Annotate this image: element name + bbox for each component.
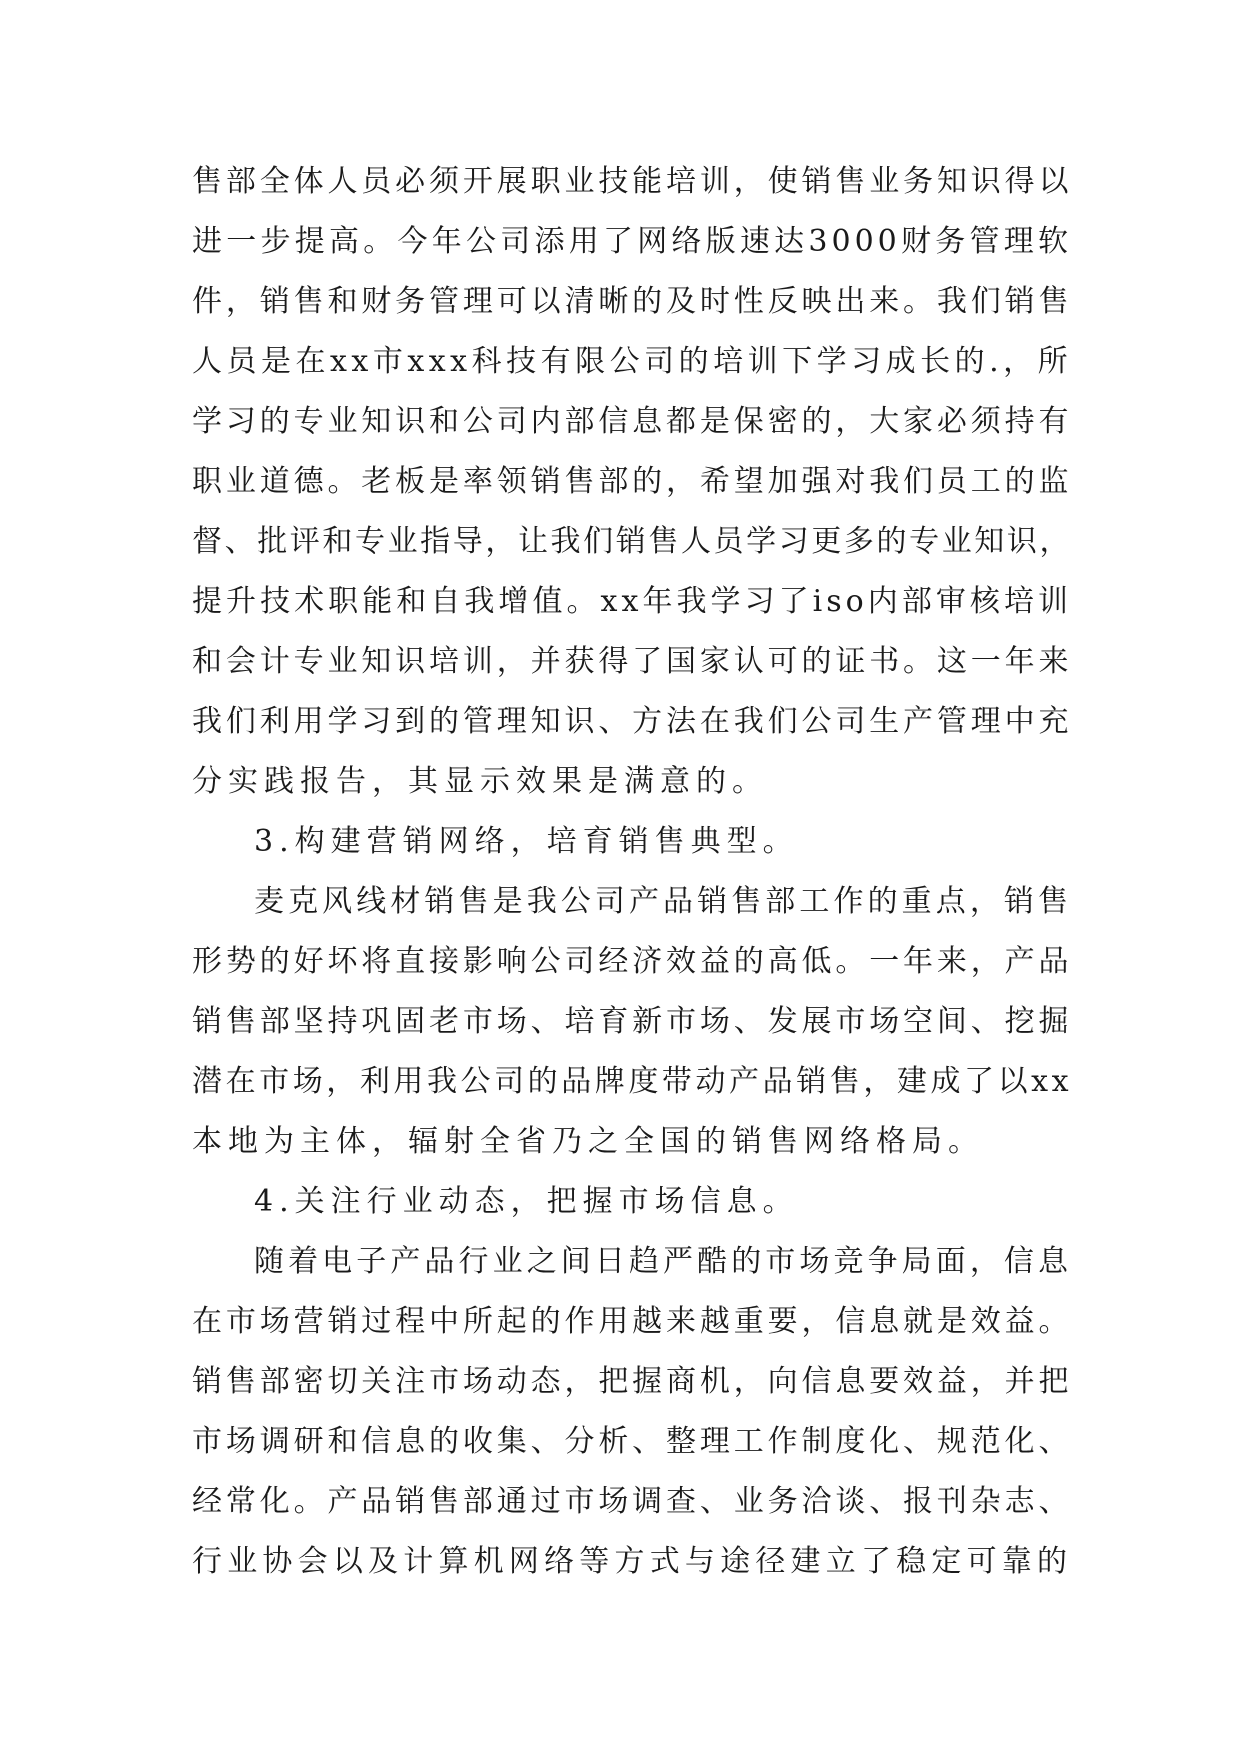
body-text <box>192 152 1072 1592</box>
text-line: 我们利用学习到的管理知识、方法在我们公司生产管理中充 <box>192 704 1072 739</box>
text-line: 本地为主体，辐射全省乃之全国的销售网络格局。 <box>192 1124 984 1159</box>
text-line: 经常化。产品销售部通过市场调查、业务洽谈、报刊杂志、 <box>192 1484 1072 1519</box>
text-line: 行业协会以及计算机网络等方式与途径建立了稳定可靠的 <box>192 1544 1072 1579</box>
text-line: 在市场营销过程中所起的作用越来越重要，信息就是效益。 <box>192 1304 1072 1339</box>
text-line: 售部全体人员必须开展职业技能培训，使销售业务知识得以 <box>192 164 1072 199</box>
text-line: 分实践报告，其显示效果是满意的。 <box>192 764 768 799</box>
text-line: 麦克风线材销售是我公司产品销售部工作的重点，销售 <box>254 884 1072 919</box>
text-line: 督、批评和专业指导，让我们销售人员学习更多的专业知识， <box>192 524 1072 559</box>
text-line: 4.关注行业动态，把握市场信息。 <box>254 1184 799 1219</box>
text-line: 形势的好坏将直接影响公司经济效益的高低。一年来，产品 <box>192 944 1072 979</box>
text-line: 市场调研和信息的收集、分析、整理工作制度化、规范化、 <box>192 1424 1072 1459</box>
text-line: 件，销售和财务管理可以清晰的及时性反映出来。我们销售 <box>192 284 1072 319</box>
text-line: 人员是在xx市xxx科技有限公司的培训下学习成长的.，所 <box>192 344 1072 379</box>
text-line: 学习的专业知识和公司内部信息都是保密的，大家必须持有 <box>192 404 1072 439</box>
text-line: 3.构建营销网络，培育销售典型。 <box>254 824 799 859</box>
text-line: 随着电子产品行业之间日趋严酷的市场竞争局面，信息 <box>254 1244 1072 1279</box>
text-line: 提升技术职能和自我增值。xx年我学习了iso内部审核培训 <box>192 584 1072 619</box>
text-line: 潜在市场，利用我公司的品牌度带动产品销售，建成了以xx <box>192 1064 1072 1099</box>
text-line: 职业道德。老板是率领销售部的，希望加强对我们员工的监 <box>192 464 1072 499</box>
text-line: 和会计专业知识培训，并获得了国家认可的证书。这一年来 <box>192 644 1072 679</box>
text-line: 进一步提高。今年公司添用了网络版速达3000财务管理软 <box>192 224 1072 259</box>
text-line: 销售部密切关注市场动态，把握商机，向信息要效益，并把 <box>192 1364 1072 1399</box>
text-line: 销售部坚持巩固老市场、培育新市场、发展市场空间、挖掘 <box>192 1004 1072 1039</box>
